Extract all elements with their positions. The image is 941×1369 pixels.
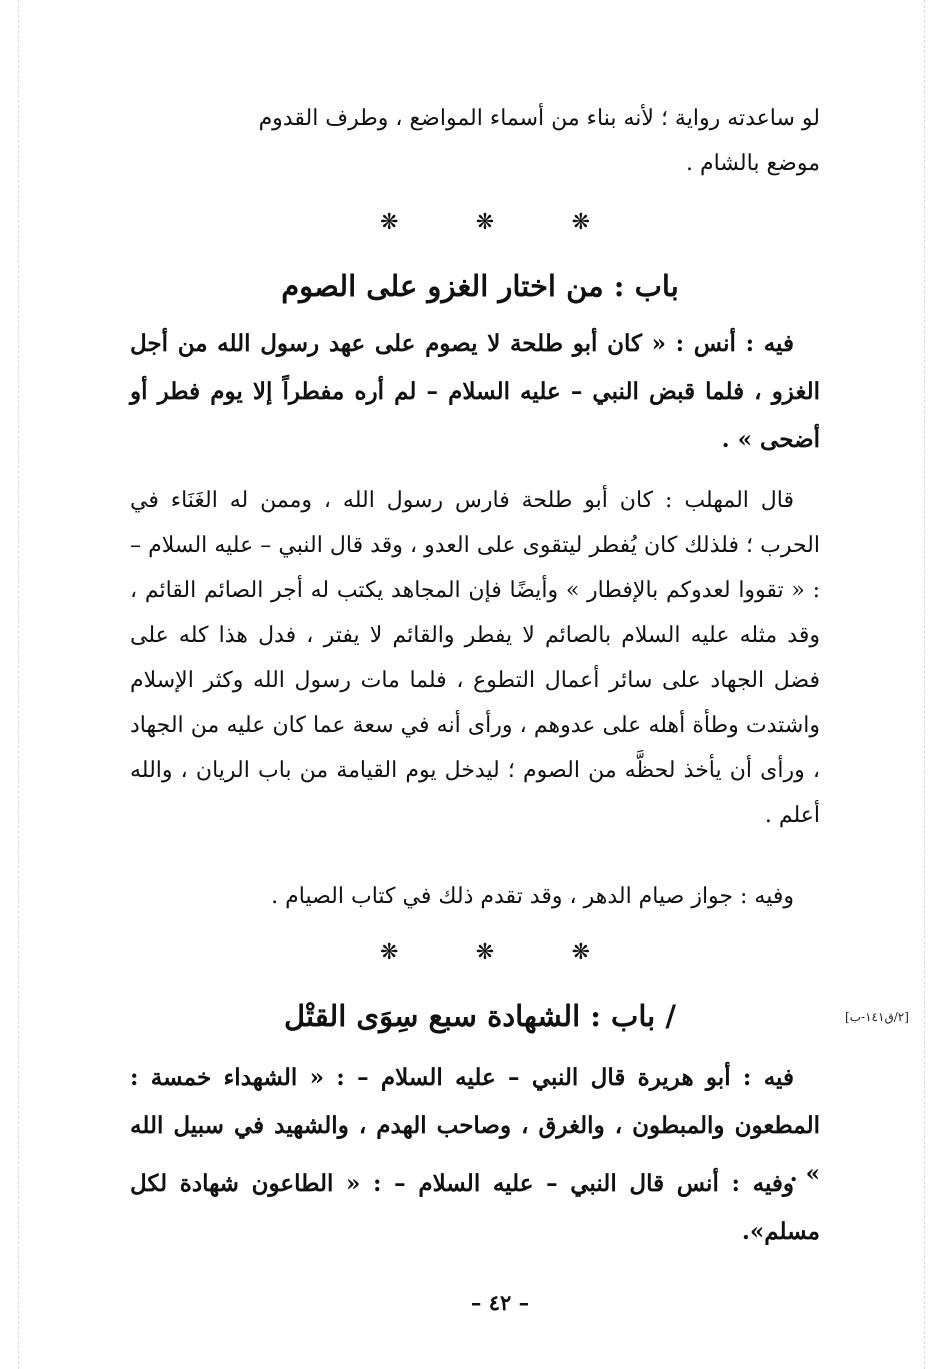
- intro-line-1: لو ساعدته رواية ؛ لأنه بناء من أسماء المواضع ، وطرف القدوم: [258, 106, 820, 131]
- margin-guide-line: [924, 0, 925, 1369]
- section-separator: [380, 940, 590, 965]
- intro-block: [130, 96, 820, 186]
- page-number: – ٤٢ –: [470, 1290, 530, 1315]
- chapter1-note-block: [130, 874, 820, 919]
- chapter-title: باب : من اختار الغزو على الصوم: [281, 269, 679, 303]
- hadith-text: فيه : أبو هريرة قال النبي – عليه السلام – : « الشهداء خمسة : المطعون والمبطون ، والغرق ، وصاحب الهدم ، والشهيد في سبيل الله » .: [130, 1064, 820, 1187]
- separator-star-icon: ❋: [571, 940, 590, 965]
- separator-star-icon: ❋: [571, 210, 590, 235]
- manuscript-folio-note: [٢/ق١٤١-ب]: [845, 1010, 909, 1024]
- chapter1-commentary-block: [130, 478, 820, 838]
- chapter-title: / باب : الشهادة سبع سِوَى القتْل: [284, 999, 676, 1033]
- separator-star-icon: ❋: [380, 210, 399, 235]
- note-text: وفيه : جواز صيام الدهر ، وقد تقدم ذلك في كتاب الصيام .: [271, 884, 794, 909]
- hadith-text: فيه : أنس : « كان أبو طلحة لا يصوم على عهد رسول الله من أجل الغزو ، فلما قبض النبي – عليه السلام – لم أره مفطراً إلا يوم فطر أو أضحى » .: [130, 330, 820, 453]
- chapter1-hadith-block: [130, 320, 820, 464]
- hadith-text: وفيه : أنس قال النبي – عليه السلام – : « الطاعون شهادة لكل مسلم».: [130, 1170, 820, 1245]
- separator-star-icon: ❋: [475, 210, 495, 235]
- separator-star-icon: ❋: [475, 940, 495, 965]
- commentary-text: قال المهلب : كان أبو طلحة فارس رسول الله ، وممن له الغَنَاء في الحرب ؛ فلذلك كان يُفطر ليتقوى على العدو ، وقد قال النبي – عليه السلام – : « تقووا لعدوكم بالإفطار » وأيضًا فإن المجاهد يكتب له أجر الصائم القائم ، وقد مثله عليه السلام بالصائم لا يفطر والقائم لا يفتر ، فدل هذا كله على فضل الجهاد على سائر أعمال التطوع ، فلما مات رسول الله وكثر الإسلام واشتدت وطأة أهله على عدوهم ، ورأى أنه في سعة عما كان عليه من الجهاد ، ورأى أن يأخذ لحظَّه من الصوم ؛ ليدخل يوم القيامة من باب الريان ، والله أعلم .: [130, 488, 821, 828]
- chapter2-hadith2-block: [130, 1160, 820, 1256]
- margin-guide-line: [18, 0, 19, 1369]
- intro-line-2: موضع بالشام .: [686, 151, 820, 176]
- section-separator: [380, 210, 590, 235]
- separator-star-icon: ❋: [380, 940, 399, 965]
